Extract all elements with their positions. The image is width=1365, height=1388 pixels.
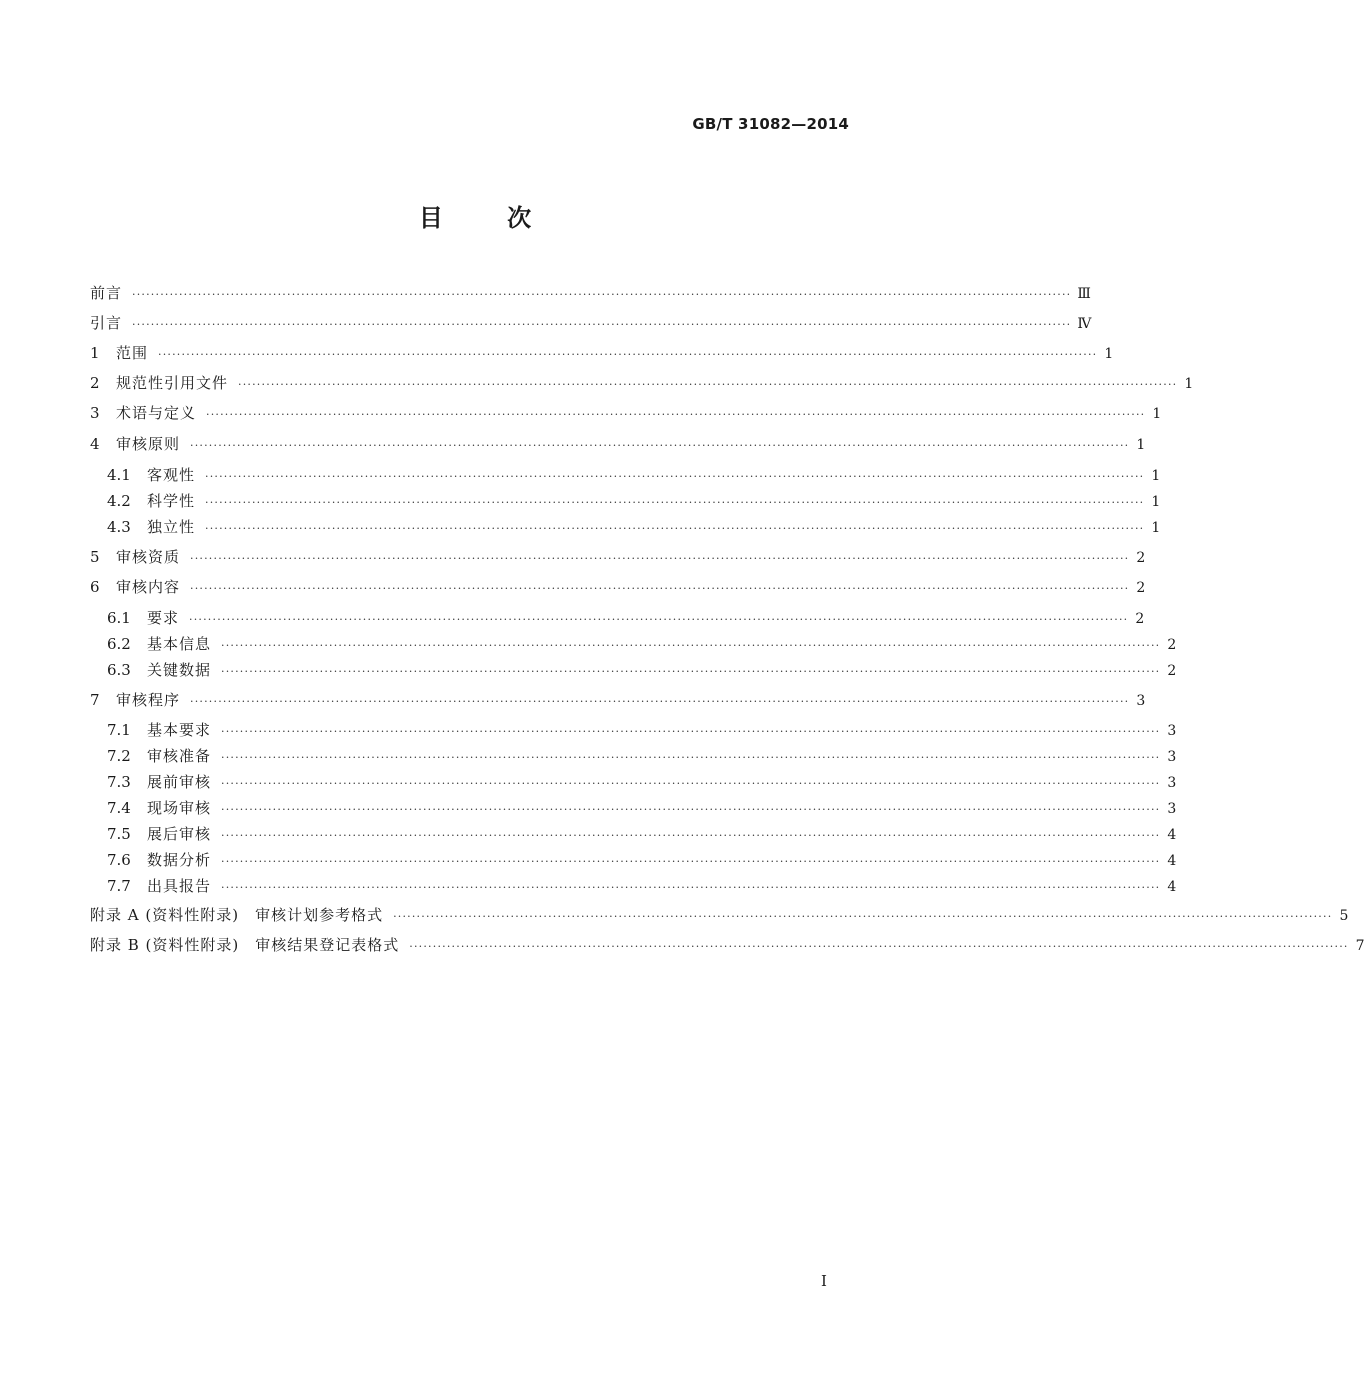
toc-entry-appendix-a[interactable] — [90, 904, 1349, 926]
toc-num: 1 — [90, 344, 100, 362]
toc-page: 4 — [1167, 827, 1177, 843]
toc-page: 3 — [1136, 693, 1146, 709]
toc-leader: ········································································································································································································ — [205, 470, 1145, 483]
toc-page: 1 — [1151, 468, 1161, 484]
toc-entry-introduction[interactable] — [90, 312, 1092, 334]
toc-page: 3 — [1167, 801, 1177, 817]
toc-page: Ⅳ — [1077, 316, 1092, 332]
toc-page: Ⅲ — [1077, 286, 1091, 302]
toc-entry-6-2[interactable] — [107, 633, 1177, 655]
toc-label: 前言 — [90, 284, 123, 302]
toc-num: 7.4 — [107, 799, 131, 817]
toc-leader: ········································································································································································································ — [190, 582, 1130, 595]
toc-page: 2 — [1136, 550, 1146, 566]
toc-entry-4-1[interactable] — [107, 464, 1161, 486]
toc-leader: ········································································································································································································ — [158, 348, 1098, 361]
toc-entry-6[interactable] — [90, 576, 1146, 598]
toc-leader: ········································································································································································································ — [190, 439, 1130, 452]
toc-label: 展后审核 — [147, 825, 212, 843]
toc-page: 1 — [1151, 520, 1161, 536]
toc-leader: ········································································································································································································ — [221, 639, 1161, 652]
toc-entry-3[interactable] — [90, 402, 1162, 424]
toc-label: 审核程序 — [116, 691, 181, 709]
toc-entry-7[interactable] — [90, 689, 1146, 711]
toc-leader: ········································································································································································································ — [221, 803, 1161, 816]
toc-page: 4 — [1167, 853, 1177, 869]
toc-num: 7.2 — [107, 747, 131, 765]
toc-leader: ········································································································································································································ — [190, 552, 1130, 565]
toc-label: 范围 — [116, 344, 149, 362]
toc-page: 1 — [1184, 376, 1194, 392]
toc-page: 2 — [1136, 580, 1146, 596]
toc-page: 5 — [1339, 908, 1349, 924]
toc-page: 1 — [1151, 494, 1161, 510]
toc-num: 7.6 — [107, 851, 131, 869]
toc-label: 审核准备 — [147, 747, 212, 765]
toc-page: 2 — [1135, 611, 1145, 627]
toc-entry-7-3[interactable] — [107, 771, 1177, 793]
toc-label: 展前审核 — [147, 773, 212, 791]
toc-label: 审核原则 — [116, 435, 181, 453]
toc-num: 7.5 — [107, 825, 131, 843]
toc-leader: ········································································································································································································ — [189, 613, 1129, 626]
toc-label: 要求 — [147, 609, 180, 627]
toc-leader: ········································································································································································································ — [190, 695, 1130, 708]
toc-title — [0, 198, 950, 233]
toc-label: 基本信息 — [147, 635, 212, 653]
toc-leader: ········································································································································································································ — [409, 940, 1349, 953]
toc-page: 1 — [1152, 406, 1162, 422]
toc-num: 5 — [90, 548, 100, 566]
toc-leader: ········································································································································································································ — [205, 496, 1145, 509]
toc-entry-4-2[interactable] — [107, 490, 1161, 512]
toc-label: 附录 B (资料性附录) 审核结果登记表格式 — [90, 936, 400, 954]
toc-num: 3 — [90, 404, 100, 422]
toc-label: 审核内容 — [116, 578, 181, 596]
toc-label: 审核资质 — [116, 548, 181, 566]
toc-entry-foreword[interactable] — [90, 282, 1091, 304]
toc-label: 现场审核 — [147, 799, 212, 817]
toc-label: 科学性 — [147, 492, 196, 510]
toc-num: 4 — [90, 435, 100, 453]
toc-title-char: 目 — [418, 204, 443, 232]
toc-num: 6.2 — [107, 635, 131, 653]
toc-entry-4[interactable] — [90, 433, 1146, 455]
toc-num: 4.3 — [107, 518, 131, 536]
toc-leader: ········································································································································································································ — [221, 751, 1161, 764]
toc-leader: ········································································································································································································ — [238, 378, 1178, 391]
toc-leader: ········································································································································································································ — [221, 881, 1161, 894]
toc-entry-7-6[interactable] — [107, 849, 1177, 871]
toc-num: 6.3 — [107, 661, 131, 679]
toc-num: 4.2 — [107, 492, 131, 510]
toc-label: 规范性引用文件 — [116, 374, 229, 392]
toc-title-char: 次 — [507, 204, 532, 232]
standard-code: GB/T 31082—2014 — [692, 115, 849, 133]
toc-page: 3 — [1167, 775, 1177, 791]
toc-page: 2 — [1167, 663, 1177, 679]
toc-entry-7-4[interactable] — [107, 797, 1177, 819]
toc-label: 独立性 — [147, 518, 196, 536]
toc-entry-6-3[interactable] — [107, 659, 1177, 681]
toc-label: 术语与定义 — [116, 404, 197, 422]
toc-leader: ········································································································································································································ — [132, 288, 1072, 301]
toc-entry-2[interactable] — [90, 372, 1194, 394]
toc-num: 7 — [90, 691, 100, 709]
toc-page: 4 — [1167, 879, 1177, 895]
toc-entry-1[interactable] — [90, 342, 1114, 364]
toc-entry-5[interactable] — [90, 546, 1146, 568]
toc-leader: ········································································································································································································ — [132, 318, 1072, 331]
toc-leader: ········································································································································································································ — [393, 910, 1333, 923]
toc-num: 4.1 — [107, 466, 131, 484]
toc-page: 3 — [1167, 723, 1177, 739]
toc-label: 关键数据 — [147, 661, 212, 679]
toc-leader: ········································································································································································································ — [221, 665, 1161, 678]
toc-page: 1 — [1104, 346, 1114, 362]
toc-page: 3 — [1167, 749, 1177, 765]
toc-leader: ········································································································································································································ — [206, 408, 1146, 421]
toc-entry-6-1[interactable] — [107, 607, 1145, 629]
toc-leader: ········································································································································································································ — [221, 725, 1161, 738]
toc-entry-7-2[interactable] — [107, 745, 1177, 767]
toc-label: 基本要求 — [147, 721, 212, 739]
toc-leader: ········································································································································································································ — [205, 522, 1145, 535]
toc-entry-7-1[interactable] — [107, 719, 1177, 741]
toc-entry-7-7[interactable] — [107, 875, 1177, 897]
toc-entry-appendix-b[interactable] — [90, 934, 1365, 956]
toc-num: 7.1 — [107, 721, 131, 739]
toc-num: 6.1 — [107, 609, 131, 627]
toc-num: 7.3 — [107, 773, 131, 791]
page-number: I — [821, 1272, 827, 1290]
toc-page: 2 — [1167, 637, 1177, 653]
toc-leader: ········································································································································································································ — [221, 777, 1161, 790]
toc-page: 7 — [1355, 938, 1365, 954]
toc-leader: ········································································································································································································ — [221, 855, 1161, 868]
toc-entry-7-5[interactable] — [107, 823, 1177, 845]
toc-leader: ········································································································································································································ — [221, 829, 1161, 842]
toc-label: 出具报告 — [147, 877, 212, 895]
toc-num: 7.7 — [107, 877, 131, 895]
toc-label: 客观性 — [147, 466, 196, 484]
toc-label: 附录 A (资料性附录) 审核计划参考格式 — [90, 906, 384, 924]
toc-entry-4-3[interactable] — [107, 516, 1161, 538]
toc-num: 6 — [90, 578, 100, 596]
toc-label: 数据分析 — [147, 851, 212, 869]
toc-page: 1 — [1136, 437, 1146, 453]
toc-num: 2 — [90, 374, 100, 392]
toc-label: 引言 — [90, 314, 123, 332]
